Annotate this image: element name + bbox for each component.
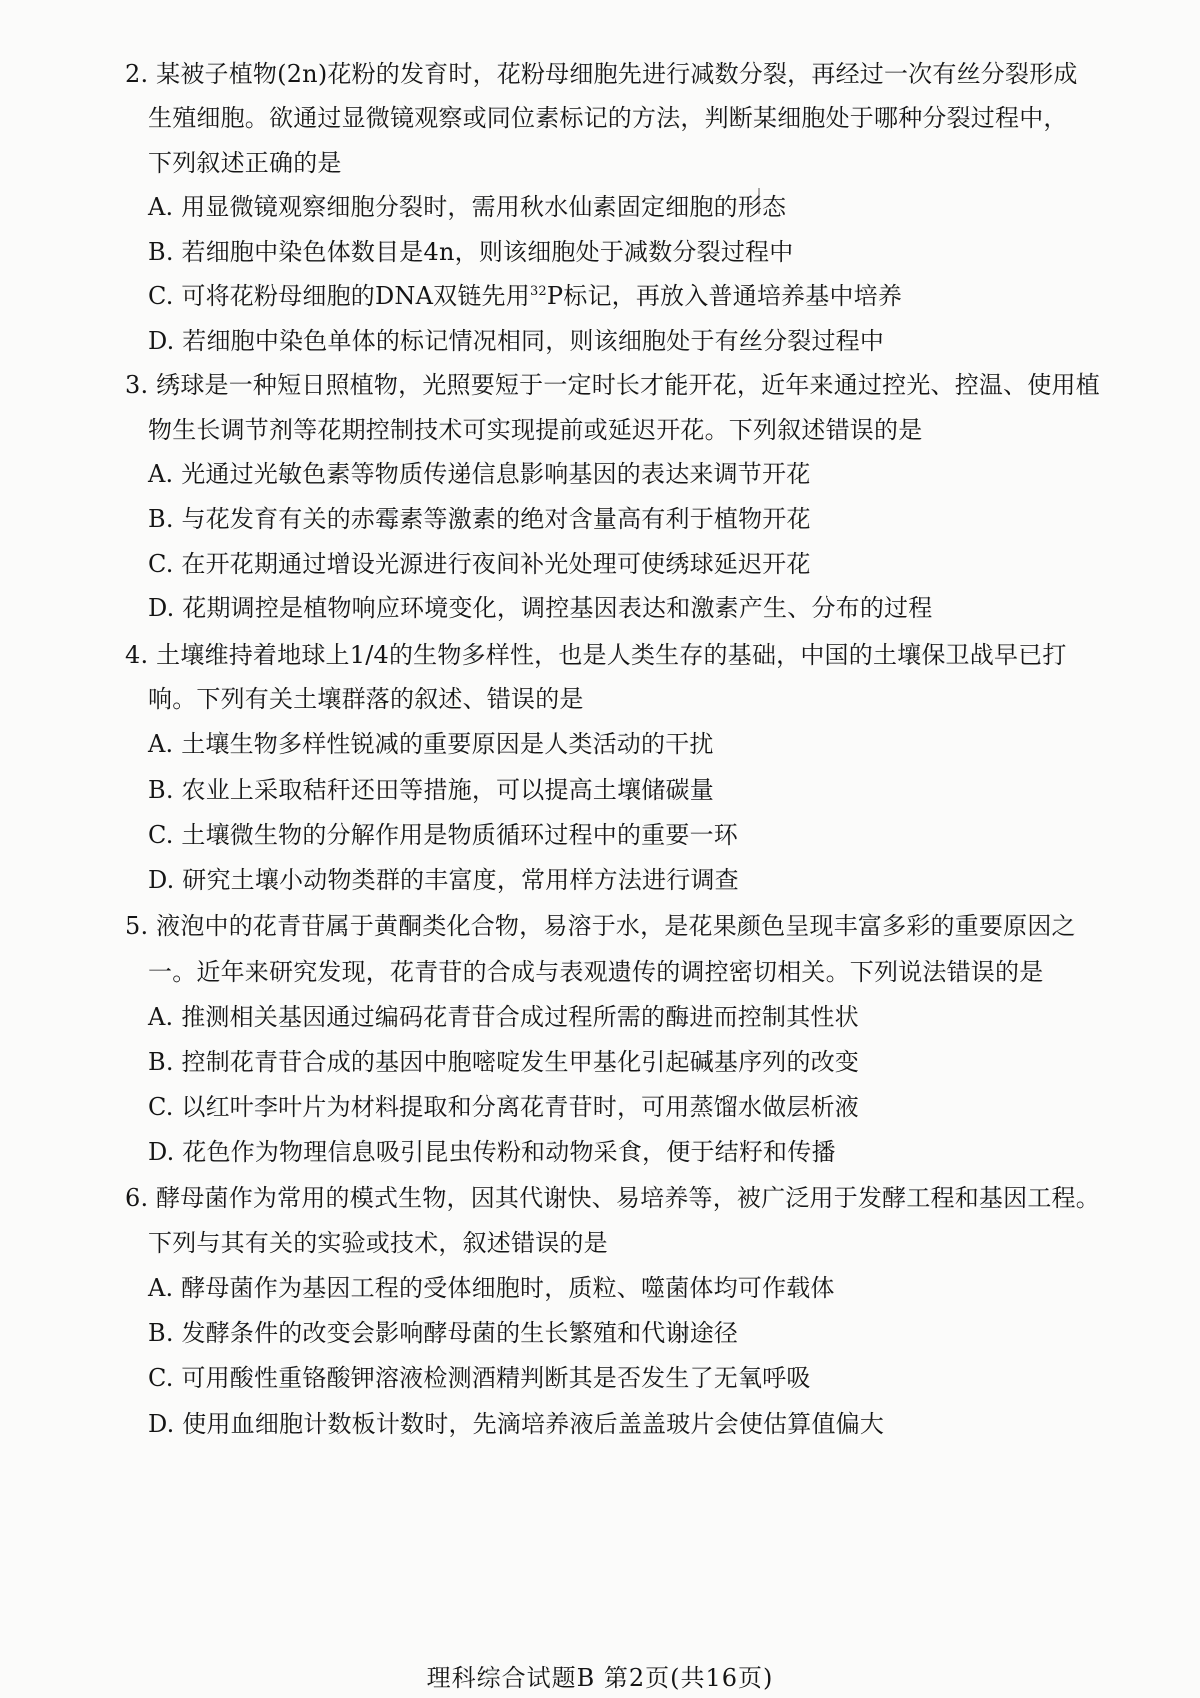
question-4-option-b: B. 农业上采取秸秆还田等措施，可以提高土壤储碳量	[148, 776, 714, 804]
question-3-stem-line-2: 物生长调节剂等花期控制技术可实现提前或延迟开花。下列叙述错误的是	[148, 416, 923, 444]
scan-mark	[686, 1326, 688, 1340]
question-2-stem-line-2: 生殖细胞。欲通过显微镜观察或同位素标记的方法，判断某细胞处于哪种分裂过程中，	[148, 104, 1068, 132]
question-3-option-b: B. 与花发育有关的赤霉素等激素的绝对含量高有利于植物开花	[148, 505, 811, 533]
question-5-option-b: B. 控制花青苷合成的基因中胞嘧啶发生甲基化引起碱基序列的改变	[148, 1048, 860, 1076]
question-4-option-d: D. 研究土壤小动物类群的丰富度，常用样方法进行调查	[148, 866, 739, 894]
question-3-option-a: A. 光通过光敏色素等物质传递信息影响基因的表达来调节开花	[148, 460, 811, 488]
question-2-stem-line-3: 下列叙述正确的是	[148, 149, 342, 177]
question-2-option-b: B. 若细胞中染色体数目是4n，则该细胞处于减数分裂过程中	[148, 238, 794, 266]
question-4-option-a: A. 土壤生物多样性锐减的重要原因是人类活动的干扰	[148, 730, 714, 758]
question-5-stem-line-1: 5. 液泡中的花青苷属于黄酮类化合物，易溶于水，是花果颜色呈现丰富多彩的重要原因之	[125, 912, 1076, 940]
question-6-option-d: D. 使用血细胞计数板计数时，先滴培养液后盖盖玻片会使估算值偏大	[148, 1410, 885, 1438]
question-2-option-c-isotope-number: 32	[529, 284, 547, 299]
question-2-option-a: A. 用显微镜观察细胞分裂时，需用秋水仙素固定细胞的形态	[148, 193, 787, 221]
question-4-stem-line-2: 响。下列有关土壤群落的叙述、错误的是	[148, 685, 584, 713]
question-3-option-c: C. 在开花期通过增设光源进行夜间补光处理可使绣球延迟开花	[148, 550, 811, 578]
question-6-stem-line-2: 下列与其有关的实验或技术，叙述错误的是	[148, 1229, 608, 1257]
scan-mark	[758, 188, 760, 214]
question-3-option-d: D. 花期调控是植物响应环境变化，调控基因表达和激素产生、分布的过程	[148, 594, 933, 622]
page-footer: 理科综合试题B 第2页(共16页)	[426, 1664, 774, 1692]
question-2-option-c	[148, 280, 902, 312]
question-3-stem-line-1: 3. 绣球是一种短日照植物，光照要短于一定时长才能开花，近年来通过控光、控温、使用植	[125, 371, 1100, 399]
question-6-option-c: C. 可用酸性重铬酸钾溶液检测酒精判断其是否发生了无氧呼吸	[148, 1364, 811, 1392]
question-2-option-d: D. 若细胞中染色单体的标记情况相同，则该细胞处于有丝分裂过程中	[148, 327, 885, 355]
question-2-option-c-text-after: P标记，再放入普通培养基中培养	[546, 282, 903, 310]
question-6-stem-line-1: 6. 酵母菌作为常用的模式生物，因其代谢快、易培养等，被广泛用于发酵工程和基因工程。	[125, 1184, 1100, 1212]
question-5-stem-line-2: 一。近年来研究发现，花青苷的合成与表观遗传的调控密切相关。下列说法错误的是	[148, 958, 1044, 986]
question-5-option-d: D. 花色作为物理信息吸引昆虫传粉和动物采食，便于结籽和传播	[148, 1138, 836, 1166]
question-5-option-a: A. 推测相关基因通过编码花青苷合成过程所需的酶进而控制其性状	[148, 1003, 859, 1031]
question-6-option-b: B. 发酵条件的改变会影响酵母菌的生长繁殖和代谢途径	[148, 1319, 739, 1347]
question-5-option-c: C. 以红叶李叶片为材料提取和分离花青苷时，可用蒸馏水做层析液	[148, 1093, 859, 1121]
question-4-option-c: C. 土壤微生物的分解作用是物质循环过程中的重要一环	[148, 821, 738, 849]
question-2-option-c-text-before: C. 可将花粉母细胞的DNA双链先用	[148, 282, 530, 310]
question-6-option-a: A. 酵母菌作为基因工程的受体细胞时，质粒、噬菌体均可作载体	[148, 1274, 835, 1302]
question-4-stem-line-1: 4. 土壤维持着地球上1/4的生物多样性，也是人类生存的基础，中国的土壤保卫战早已打	[125, 641, 1067, 669]
question-2-stem-line-1: 2. 某被子植物(2n)花粉的发育时，花粉母细胞先进行减数分裂，再经过一次有丝分裂形成	[125, 60, 1078, 88]
